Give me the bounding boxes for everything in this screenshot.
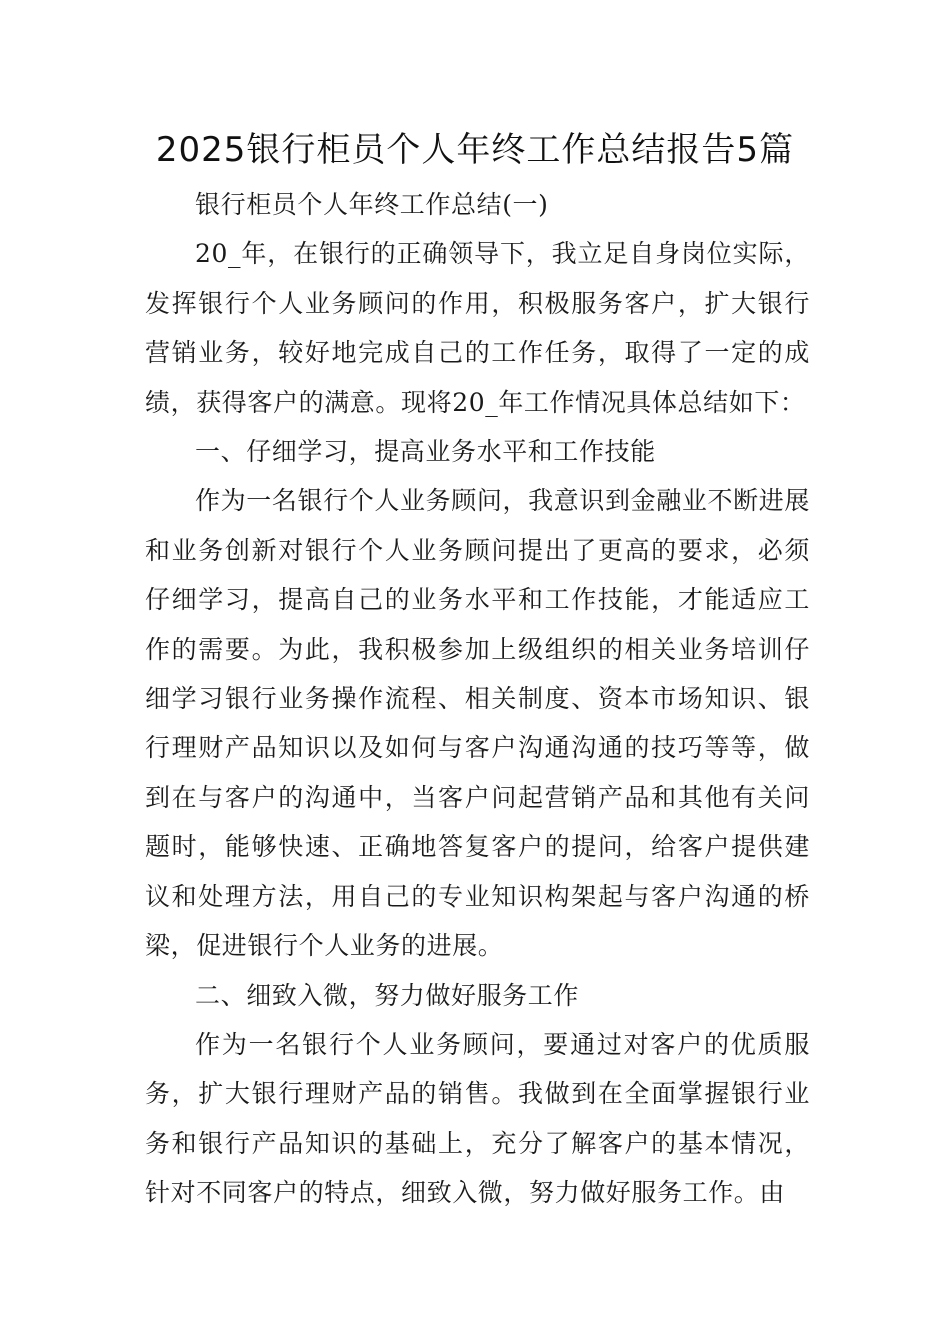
document-title: 2025银行柜员个人年终工作总结报告5篇: [155, 130, 795, 170]
section-heading: 二、细致入微，努力做好服务工作: [195, 980, 580, 1010]
section-heading: 银行柜员个人年终工作总结(一): [195, 190, 549, 219]
section-heading: 一、仔细学习，提高业务水平和工作技能: [195, 437, 656, 467]
body-paragraph: 20_年，在银行的正确领导下，我立足自身岗位实际，发挥银行个人业务顾问的作用，积极服务客户，扩大银行营销业务，较好地完成自己的工作任务，取得了一定的成绩，获得客户的满意。现将20_年工作情况具体总结如下：: [145, 239, 810, 417]
body-paragraph: 作为一名银行个人业务顾问，要通过对客户的优质服务，扩大银行理财产品的销售。我做到在全面掌握银行业务和银行产品知识的基础上，充分了解客户的基本情况，针对不同客户的特点，细致入微，努力做好服务工作。由: [145, 1029, 810, 1208]
document-body: [145, 180, 810, 1218]
body-paragraph: 作为一名银行个人业务顾问，我意识到金融业不断进展和业务创新对银行个人业务顾问提出了更高的要求，必须仔细学习，提高自己的业务水平和工作技能，才能适应工作的需要。为此，我积极参加上级组织的相关业务培训仔细学习银行业务操作流程、相关制度、资本市场知识、银行理财产品知识以及如何与客户沟通沟通的技巧等等，做到在与客户的沟通中，当客户问起营销产品和其他有关问题时，能够快速、正确地答复客户的提问，给客户提供建议和处理方法，用自己的专业知识构架起与客户沟通的桥梁，促进银行个人业务的进展。: [145, 486, 810, 961]
